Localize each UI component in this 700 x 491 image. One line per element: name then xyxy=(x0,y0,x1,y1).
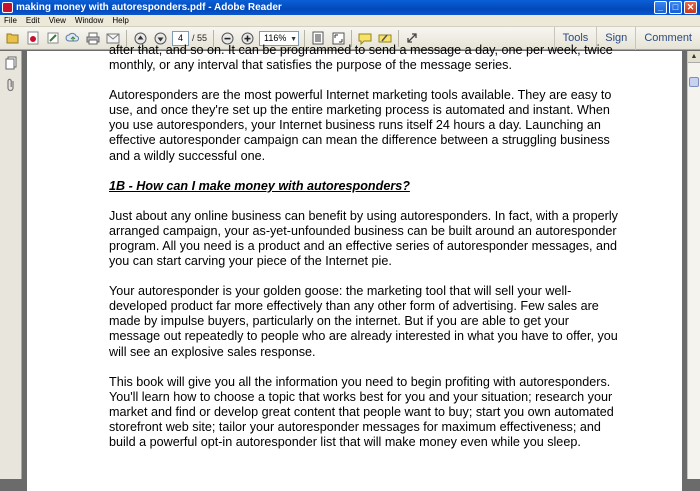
print-icon[interactable] xyxy=(85,30,101,46)
open-icon[interactable] xyxy=(5,30,21,46)
paragraph: Your autoresponder is your golden goose: the marketing tool that will sell your well-developed product far more effectively than any other form of advertising. Few sales are made by impulse buyers, particularly on the internet. But if you are able to get your message out repeatedly to people who are already interested in what you have to offer, you will see an explosive sales response. xyxy=(109,284,618,359)
minimize-button[interactable]: _ xyxy=(654,1,667,14)
paragraph: Autoresponders are the most powerful Internet marketing tools available. They are easy to use, and once they're set up the entire marketing process is automated and instant. When you use autoresponders, your Internet business runs itself 24 hours a day. Launching an effective autoresponder campaign can mean the difference between a struggling business and a wildly successful one. xyxy=(109,88,612,163)
scroll-up-arrow-icon[interactable]: ▲ xyxy=(688,51,700,63)
scroll-thumb[interactable] xyxy=(689,77,699,87)
document-view[interactable] xyxy=(23,43,687,479)
maximize-button[interactable]: □ xyxy=(669,1,682,14)
adobe-reader-app-icon xyxy=(2,2,13,13)
navigation-panel xyxy=(0,51,22,479)
close-button[interactable]: ✕ xyxy=(684,1,697,14)
paragraph: after that, and so on. It can be programmed to send a message a day, one per week, twice monthly, or any interval that satisfies the purpose of the message series. xyxy=(109,43,613,73)
page-number-input[interactable]: 4 xyxy=(172,31,189,46)
paragraph: Just about any online business can benefit by using autoresponders. In fact, with a properly arranged campaign, your as-yet-unfounded business can be built around an autoresponder program. All you need is a product and an effective series of autoresponder messages, and you can start carving your piece of the Internet pie. xyxy=(109,208,618,269)
pages-icon[interactable] xyxy=(4,56,18,70)
comment-link[interactable]: Comment xyxy=(635,27,700,50)
tools-link[interactable]: Tools xyxy=(554,27,597,50)
sign-link[interactable]: Sign xyxy=(596,27,635,50)
page-total: / 55 xyxy=(192,33,208,43)
create-pdf-icon[interactable] xyxy=(25,30,41,46)
menu-window[interactable]: Window xyxy=(74,16,104,25)
chevron-down-icon: ▼ xyxy=(290,35,298,43)
page-text xyxy=(109,43,619,465)
window-title: making money with autoresponders.pdf - Adobe Reader xyxy=(16,2,282,13)
upload-icon[interactable] xyxy=(65,30,81,46)
menu-help[interactable]: Help xyxy=(112,16,129,25)
menu-edit[interactable]: Edit xyxy=(25,16,40,25)
edit-icon[interactable] xyxy=(45,30,61,46)
menu-bar xyxy=(0,15,700,27)
paragraph: This book will give you all the information you need to begin profiting with autoresponders. You'll learn how to choose a topic that works best for you and your situation; research your market and find or develop great content that people want to buy; start you own automated storefront web site; tailor your autoresponder messages for maximum effectiveness; and build a powerful opt-in autoresponder list that will make money even while you sleep. xyxy=(109,374,614,449)
menu-view[interactable]: View xyxy=(48,16,66,25)
title-bar xyxy=(0,0,700,15)
vertical-scrollbar[interactable] xyxy=(687,51,700,479)
zoom-value: 116% xyxy=(264,32,287,43)
attachments-icon[interactable] xyxy=(4,78,18,92)
section-heading: 1B - How can I make money with autoresponders? xyxy=(109,178,410,193)
pdf-page xyxy=(27,43,682,491)
menu-file[interactable]: File xyxy=(4,16,17,25)
